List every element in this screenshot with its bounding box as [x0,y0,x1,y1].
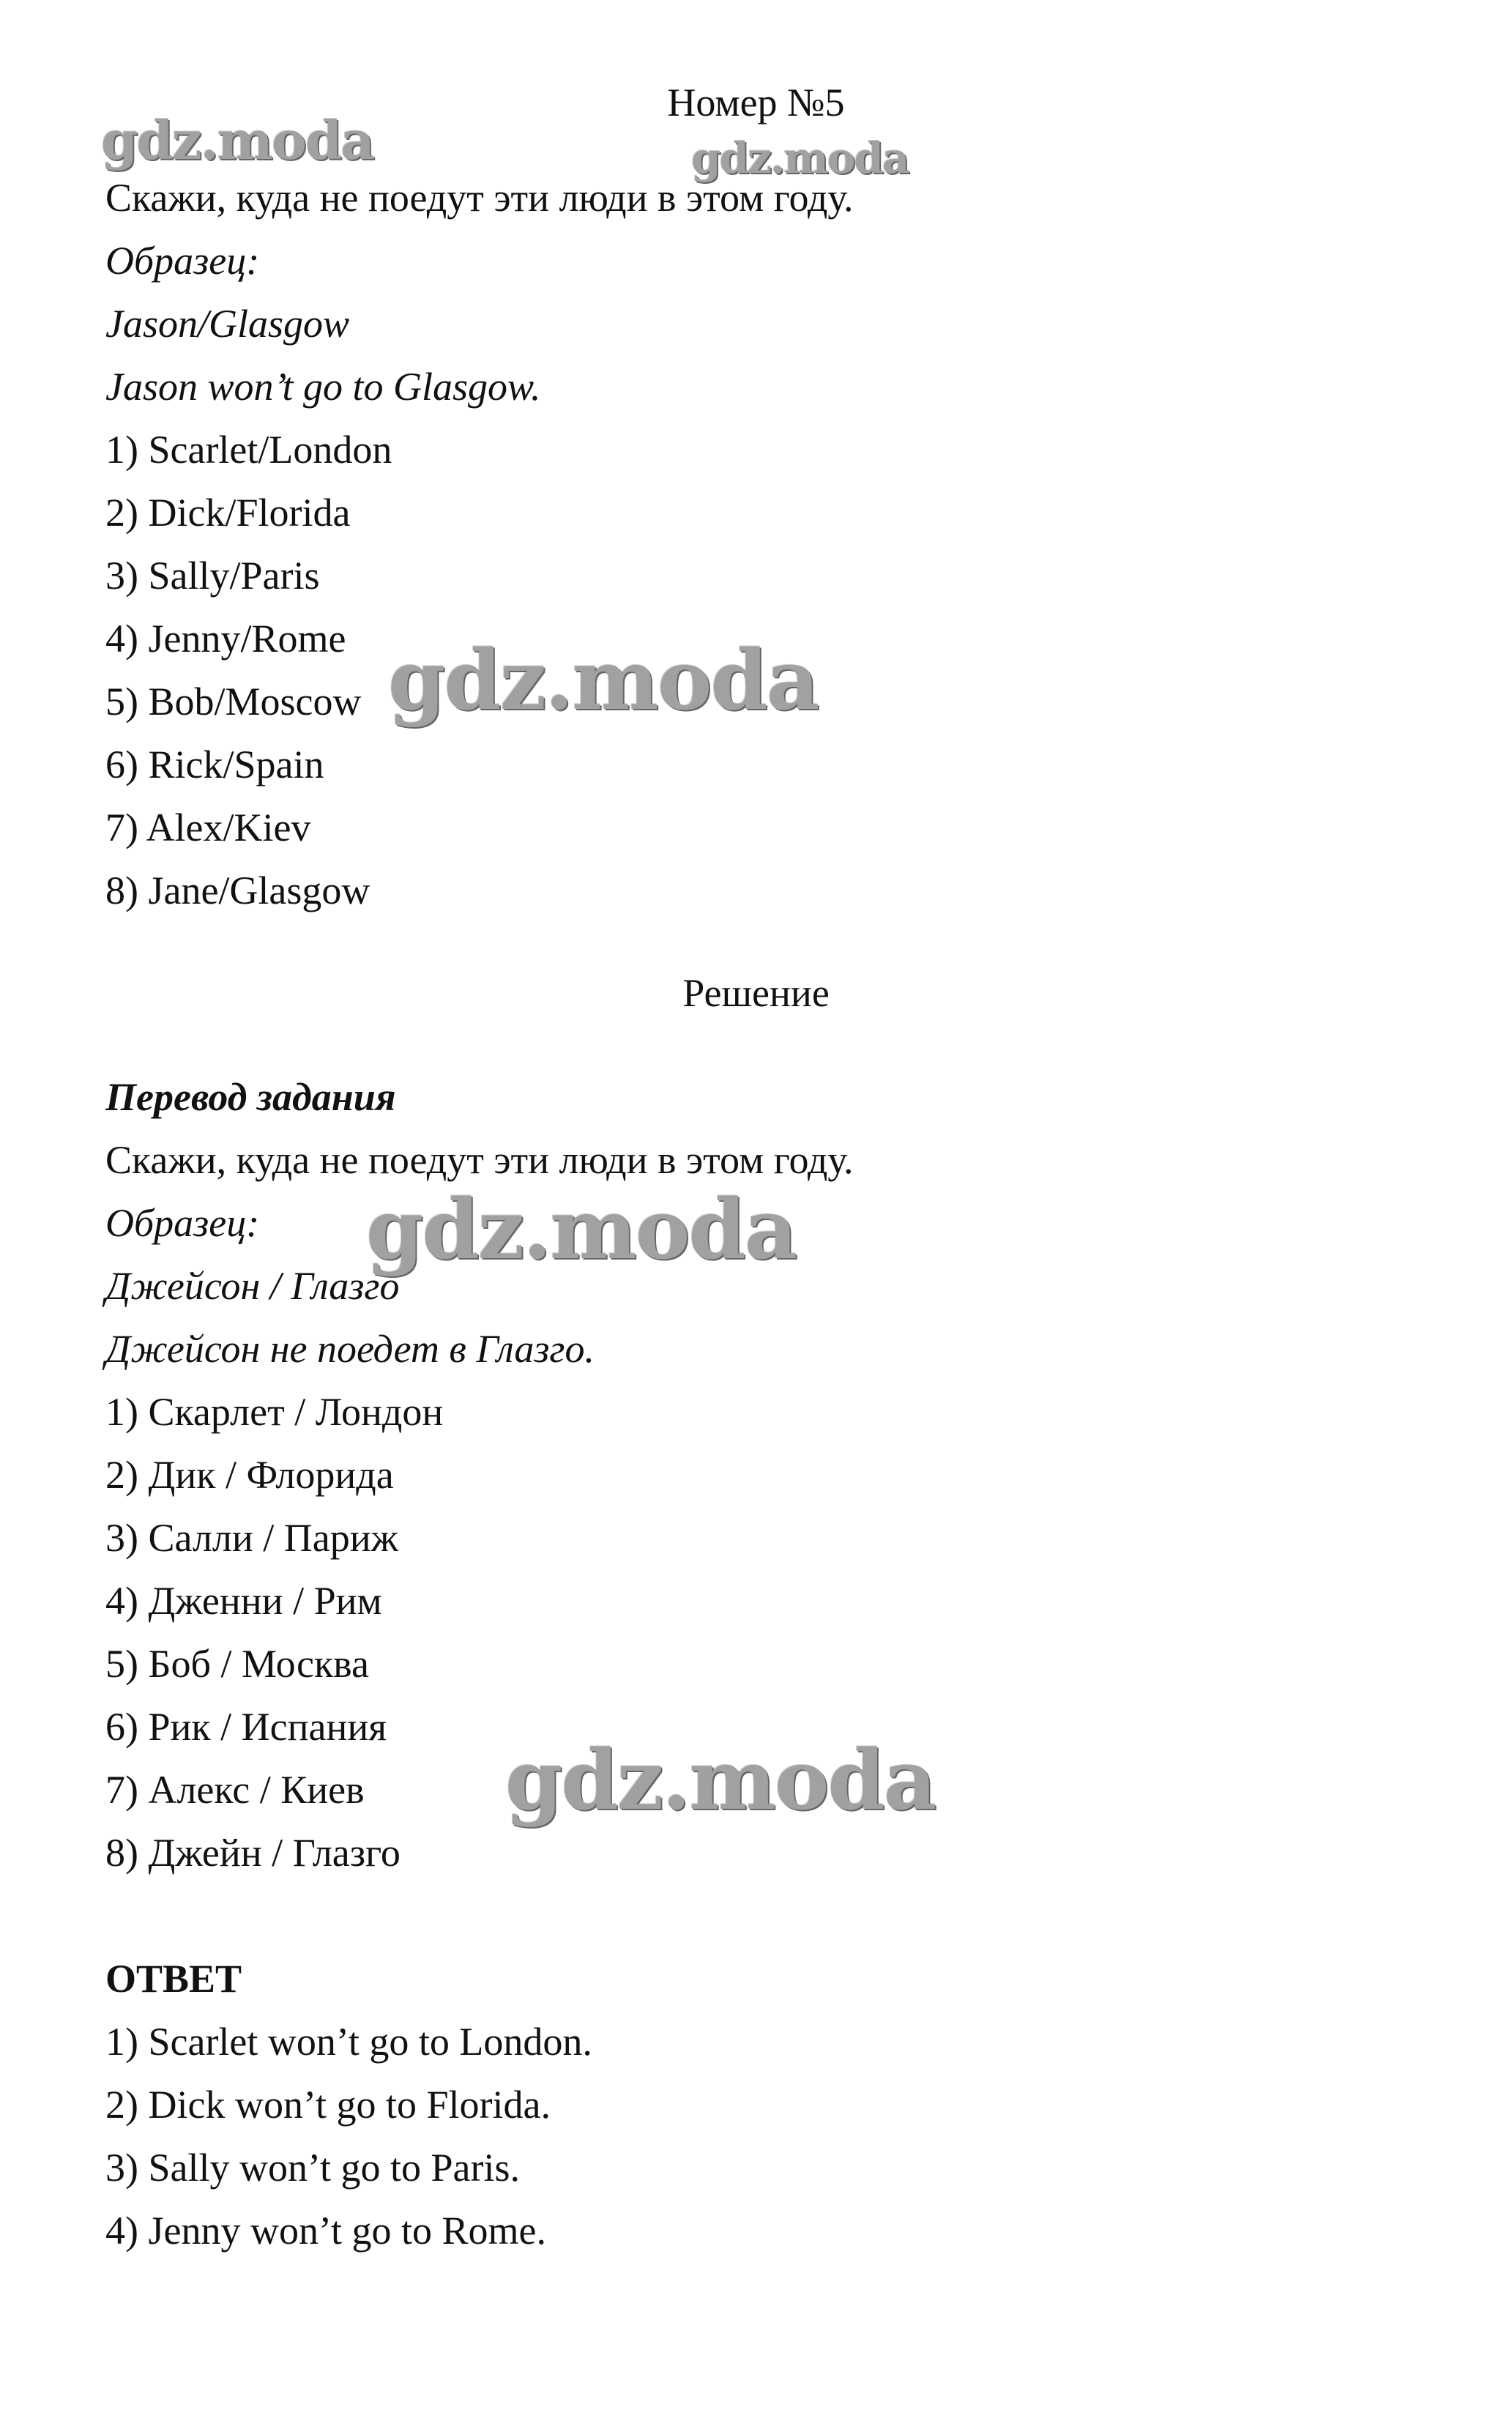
solution-example-answer: Джейсон не поедет в Глазго. [105,1327,595,1371]
watermark-logo: gdz.moda [388,633,819,729]
task-instruction: Скажи, куда не поедут эти люди в этом году. [105,176,854,220]
translation-heading: Перевод задания [105,1075,396,1119]
answer-heading: ОТВЕТ [105,1957,242,2001]
task-item: 4) Jenny/Rome [105,617,346,661]
solution-item: 3) Салли / Париж [105,1516,398,1560]
task-item: 8) Jane/Glasgow [105,869,370,912]
task-item: 6) Rick/Spain [105,743,324,786]
solution-example-label: Образец: [105,1201,260,1245]
watermark-logo: gdz.moda [366,1182,797,1278]
task-item: 3) Sally/Paris [105,554,320,598]
solution-item: 4) Дженни / Рим [105,1579,382,1623]
watermark-logo: gdz.moda [691,133,909,183]
page-title: Номер №5 [667,81,845,124]
watermark-logo: gdz.moda [101,109,373,171]
task-item: 7) Alex/Kiev [105,806,311,849]
solution-item: 8) Джейн / Глазго [105,1831,401,1875]
task-example-prompt: Jason/Glasgow [105,302,350,346]
solution-heading: Решение [682,971,830,1015]
answer-item: 2) Dick won’t go to Florida. [105,2083,551,2127]
task-item: 1) Scarlet/London [105,428,392,472]
solution-item: 1) Скарлет / Лондон [105,1390,444,1434]
task-item: 5) Bob/Moscow [105,680,362,724]
task-example-label: Образец: [105,239,260,283]
task-example-answer: Jason won’t go to Glasgow. [105,365,541,409]
answer-item: 3) Sally won’t go to Paris. [105,2146,520,2190]
solution-example-prompt: Джейсон / Глазго [105,1264,400,1308]
answer-item: 1) Scarlet won’t go to London. [105,2020,592,2064]
solution-instruction: Скажи, куда не поедут эти люди в этом году. [105,1138,854,1182]
task-item: 2) Dick/Florida [105,491,351,535]
answer-item: 4) Jenny won’t go to Rome. [105,2209,546,2253]
solution-item: 2) Дик / Флорида [105,1453,394,1497]
solution-item: 6) Рик / Испания [105,1705,387,1749]
solution-item: 5) Боб / Москва [105,1642,369,1686]
watermark-logo: gdz.moda [505,1733,936,1829]
solution-item: 7) Алекс / Киев [105,1768,365,1812]
